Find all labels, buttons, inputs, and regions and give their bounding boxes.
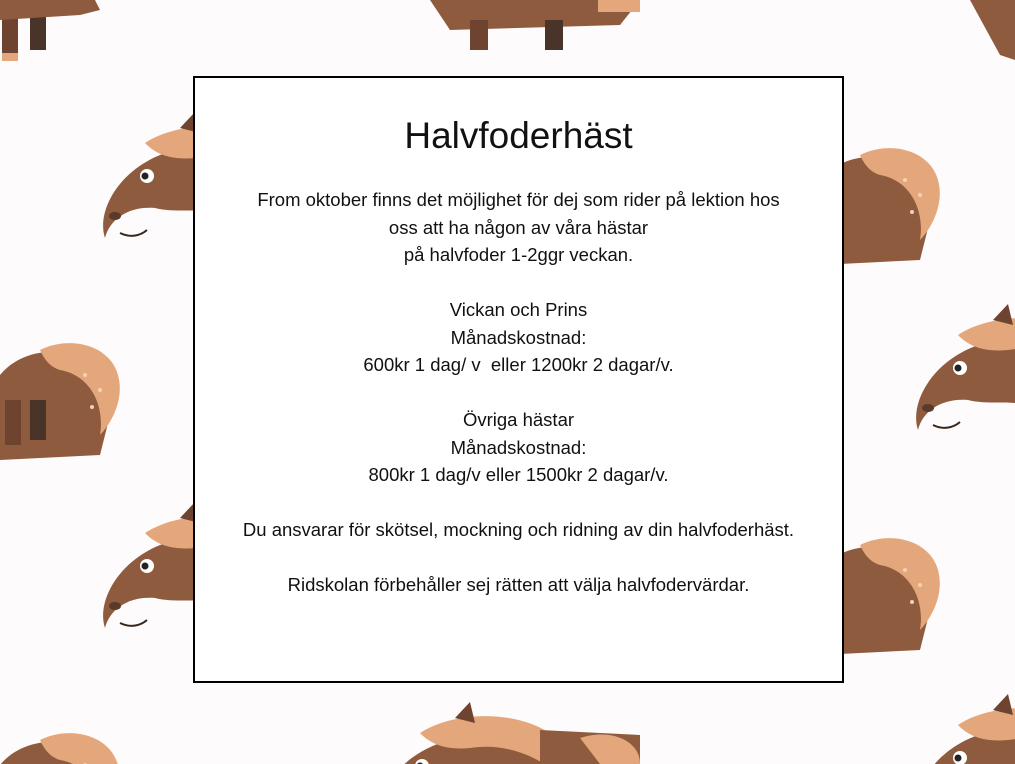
group2-label: Månadskostnad: bbox=[450, 436, 587, 458]
group2-name: Övriga hästar bbox=[462, 409, 575, 430]
intro-line-2: oss att ha någon av våra hästar bbox=[388, 216, 649, 238]
group2-price: 800kr 1 dag/v eller 1500kr 2 dagar/v. bbox=[368, 464, 669, 485]
page-title: Halvfoderhäst bbox=[404, 115, 633, 156]
group1-price: 600kr 1 dag/ v eller 1200kr 2 dagar/v. bbox=[363, 354, 674, 375]
card-body bbox=[195, 186, 842, 599]
info-card bbox=[193, 76, 844, 683]
group1-label: Månadskostnad: bbox=[450, 326, 587, 348]
intro-line-3: på halvfoder 1-2ggr veckan. bbox=[403, 244, 634, 265]
responsibility-text: Du ansvarar för skötsel, mockning och ridning av din halvfoderhäst. bbox=[242, 519, 795, 540]
group1-name: Vickan och Prins bbox=[449, 299, 588, 320]
reservation-text: Ridskolan förbehåller sej rätten att välja halvfodervärdar. bbox=[287, 574, 750, 595]
intro-line-1: From oktober finns det möjlighet för dej som rider på lektion hos bbox=[257, 189, 780, 210]
